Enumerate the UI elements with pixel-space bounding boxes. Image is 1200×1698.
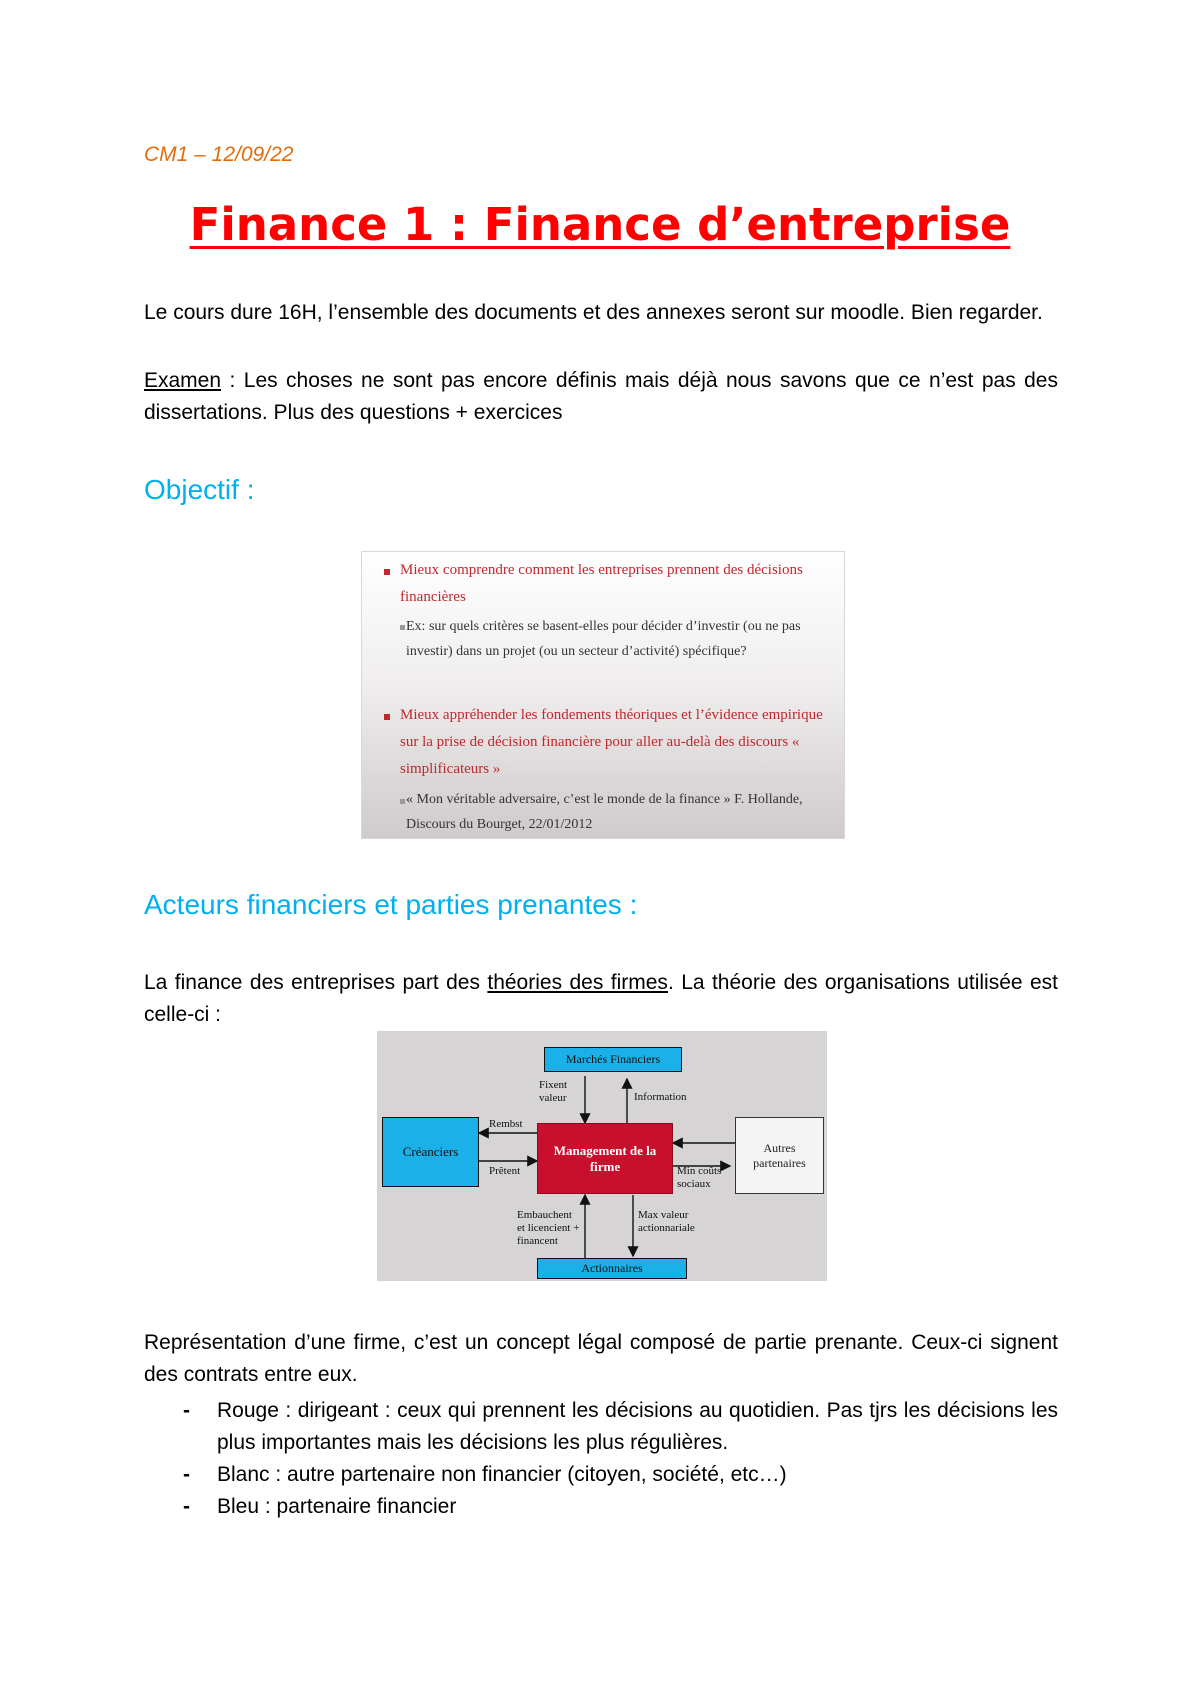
list-item-text: Blanc : autre partenaire non financier (citoyen, société, etc…) <box>217 1463 787 1486</box>
document-title: Finance 1 : Finance d’entreprise <box>189 198 1011 251</box>
theories-des-firmes-text: théories des firmes <box>487 971 668 994</box>
creanciers-box: Créanciers <box>382 1117 479 1187</box>
intro-paragraph: Le cours dure 16H, l’ensemble des documents et des annexes seront sur moodle. Bien regarder. <box>144 301 1043 324</box>
autres-partenaires-box: Autres partenaires <box>735 1117 824 1194</box>
firm-theory-text-a: La finance des entreprises part des <box>144 971 488 994</box>
fixent-valeur-label: Fixent valeur <box>539 1079 568 1104</box>
color-legend-list <box>144 1395 1058 1523</box>
list-item <box>144 1459 1058 1491</box>
stakeholder-diagram <box>377 1031 827 1281</box>
sub-bullet-marker <box>400 625 405 630</box>
bullet-marker <box>384 569 390 575</box>
objectif-slide-image <box>361 551 845 839</box>
firm-theory-paragraph <box>144 967 1058 1031</box>
list-item <box>144 1491 1058 1523</box>
exam-text: : Les choses ne sont pas encore définis mais déjà nous savons que ce n’est pas des dissertations. Plus des questions + exercices <box>144 369 1058 424</box>
sub-bullet-marker <box>400 799 405 804</box>
slide-sub-bullet-2: « Mon véritable adversaire, c’est le monde de la finance » F. Hollande, Discours du Bourget, 22/01/2012 <box>406 792 803 832</box>
information-label: Information <box>634 1091 687 1103</box>
slide-bullet-2: Mieux appréhender les fondements théoriques et l’évidence empirique sur la prise de décision financière pour aller au-delà des discours « simplificateurs » <box>400 707 823 777</box>
list-item-text: Rouge : dirigeant : ceux qui prennent les décisions au quotidien. Pas tjrs les décisions les plus importantes mais les décisions les plus régulières. <box>217 1399 1058 1454</box>
min-couts-sociaux-label: Min coûts sociaux <box>677 1165 722 1190</box>
actionnaires-box: Actionnaires <box>537 1258 687 1279</box>
slide-bullet-1: Mieux comprendre comment les entreprises prennent des décisions financières <box>400 562 803 605</box>
dash-marker: - <box>183 1463 190 1486</box>
dash-marker: - <box>183 1495 190 1518</box>
embauchent-label: Embauchent et licencient + financent <box>517 1209 580 1247</box>
acteurs-heading: Acteurs financiers et parties prenantes : <box>144 889 638 920</box>
exam-paragraph <box>144 365 1058 429</box>
pretent-label: Prêtent <box>489 1165 521 1177</box>
rembst-label: Rembst <box>489 1118 523 1130</box>
marches-financiers-box: Marchés Financiers <box>544 1047 682 1072</box>
representation-paragraph: Représentation d’une firme, c’est un concept légal composé de partie prenante. Ceux-ci signent des contrats entre eux. <box>144 1331 1058 1386</box>
bullet-marker <box>384 714 390 720</box>
max-valeur-label: Max valeur actionnariale <box>638 1209 695 1234</box>
lecture-date: CM1 – 12/09/22 <box>144 143 294 166</box>
management-firme-box: Management de la firme <box>537 1123 673 1194</box>
list-item <box>144 1395 1058 1459</box>
firm-theory-text-b: . La théorie des organisations utilisée est celle-ci : <box>144 971 1058 1026</box>
slide-sub-bullet-1: Ex: sur quels critères se basent-elles pour décider d’investir (ou ne pas investir) dans un projet (ou un secteur d’activité) spécifique? <box>406 619 801 659</box>
exam-label: Examen <box>144 369 222 392</box>
list-item-text: Bleu : partenaire financier <box>217 1495 457 1518</box>
objectif-heading: Objectif : <box>144 474 255 505</box>
dash-marker: - <box>183 1399 190 1422</box>
